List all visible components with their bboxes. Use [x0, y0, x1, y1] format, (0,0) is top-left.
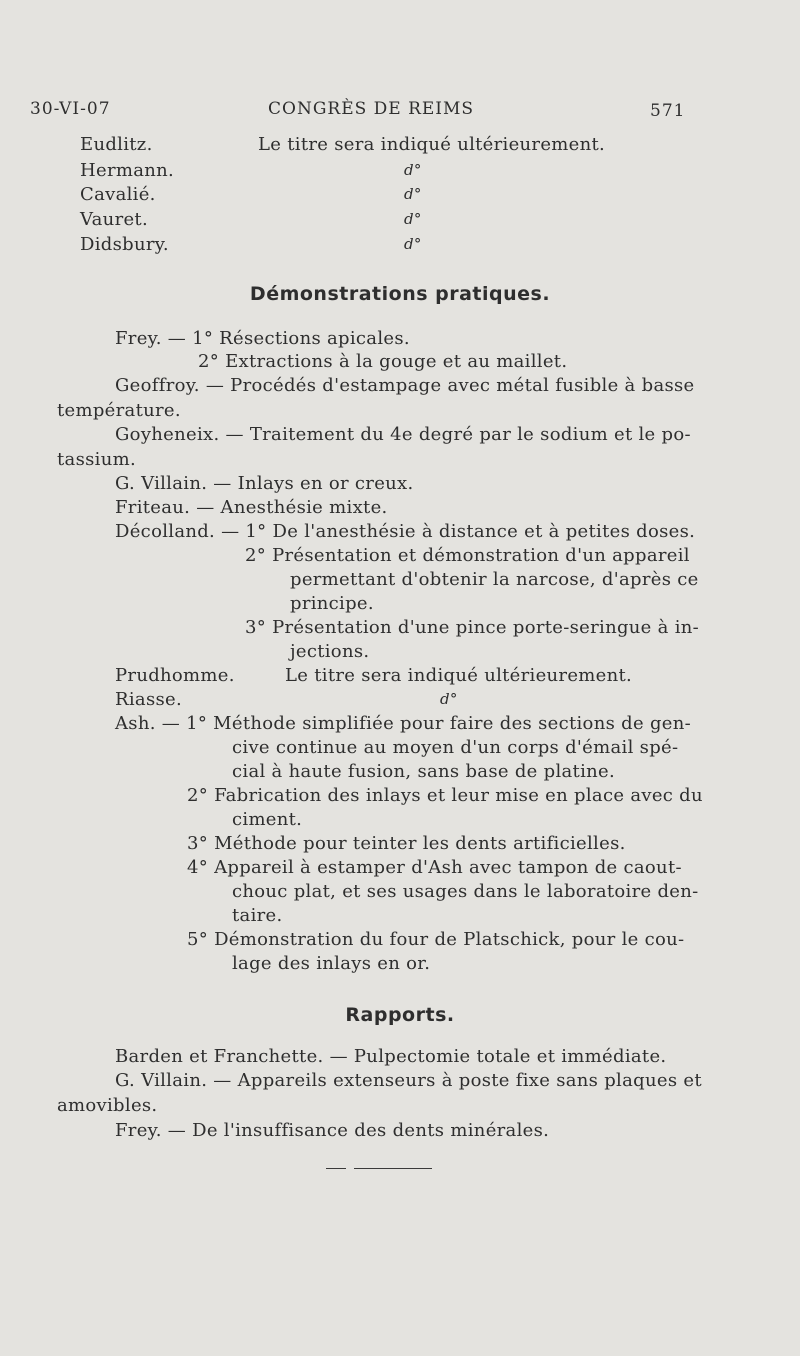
- page-number: 571: [650, 101, 686, 121]
- text-line: principe.: [290, 593, 374, 614]
- participant-name: Hermann.: [80, 160, 175, 181]
- text-line: lage des inlays en or.: [232, 953, 431, 974]
- text-line: Riasse.: [115, 689, 182, 710]
- text-line: taire.: [232, 905, 283, 926]
- participant-name: Vauret.: [80, 209, 148, 230]
- participant-name: Didsbury.: [80, 234, 169, 255]
- text-line: température.: [57, 400, 181, 421]
- text-line: Décolland. — 1° De l'anesthésie à distance et à petites doses.: [115, 521, 696, 542]
- closing-rule-long: [354, 1168, 432, 1169]
- text-line: permettant d'obtenir la narcose, d'après ce: [290, 569, 699, 590]
- section-title-rapports: Rapports.: [345, 1004, 455, 1026]
- participant-note: d°: [404, 161, 422, 179]
- participant-name: Cavalié.: [80, 184, 156, 205]
- text-line: Frey. — 1° Résections apicales.: [115, 328, 410, 349]
- text-line: cial à haute fusion, sans base de platine.: [232, 761, 615, 782]
- text-line: chouc plat, et ses usages dans le laboratoire den-: [232, 881, 699, 902]
- text-line: Le titre sera indiqué ultérieurement.: [285, 665, 633, 686]
- text-line: Geoffroy. — Procédés d'estampage avec métal fusible à basse: [115, 375, 695, 396]
- text-line: 3° Présentation d'une pince porte-seringue à in-: [245, 617, 700, 638]
- text-line: tassium.: [57, 449, 136, 470]
- text-line: G. Villain. — Inlays en or creux.: [115, 473, 414, 494]
- text-line: G. Villain. — Appareils extenseurs à poste fixe sans plaques et: [115, 1070, 702, 1091]
- text-line: Goyheneix. — Traitement du 4e degré par le sodium et le po-: [115, 424, 691, 445]
- text-line: Prudhomme.: [115, 665, 235, 686]
- text-line: d°: [440, 690, 458, 708]
- header-date: 30-VI-07: [30, 99, 111, 119]
- text-line: 5° Démonstration du four de Platschick, pour le cou-: [187, 929, 685, 950]
- text-line: Friteau. — Anesthésie mixte.: [115, 497, 388, 518]
- text-line: cive continue au moyen d'un corps d'émail spé-: [232, 737, 679, 758]
- participant-note: d°: [404, 185, 422, 203]
- text-line: 4° Appareil à estamper d'Ash avec tampon de caout-: [187, 857, 682, 878]
- section-title-demonstrations: Démonstrations pratiques.: [249, 283, 551, 305]
- text-line: jections.: [290, 641, 370, 662]
- text-line: amovibles.: [57, 1095, 158, 1116]
- text-line: Frey. — De l'insuffisance des dents minérales.: [115, 1120, 550, 1141]
- participant-note: d°: [404, 235, 422, 253]
- text-line: 2° Présentation et démonstration d'un appareil: [245, 545, 690, 566]
- text-line: 3° Méthode pour teinter les dents artificielles.: [187, 833, 626, 854]
- text-line: 2° Extractions à la gouge et au maillet.: [198, 351, 568, 372]
- header-title: CONGRÈS DE REIMS: [268, 99, 475, 119]
- text-line: Ash. — 1° Méthode simplifiée pour faire des sections de gen-: [115, 713, 691, 734]
- participant-note: Le titre sera indiqué ultérieurement.: [258, 134, 606, 155]
- participant-name: Eudlitz.: [80, 134, 153, 155]
- closing-rule-short: [326, 1168, 346, 1169]
- text-line: Barden et Franchette. — Pulpectomie totale et immédiate.: [115, 1046, 667, 1067]
- text-line: ciment.: [232, 809, 303, 830]
- text-line: 2° Fabrication des inlays et leur mise en place avec du: [187, 785, 703, 806]
- participant-note: d°: [404, 210, 422, 228]
